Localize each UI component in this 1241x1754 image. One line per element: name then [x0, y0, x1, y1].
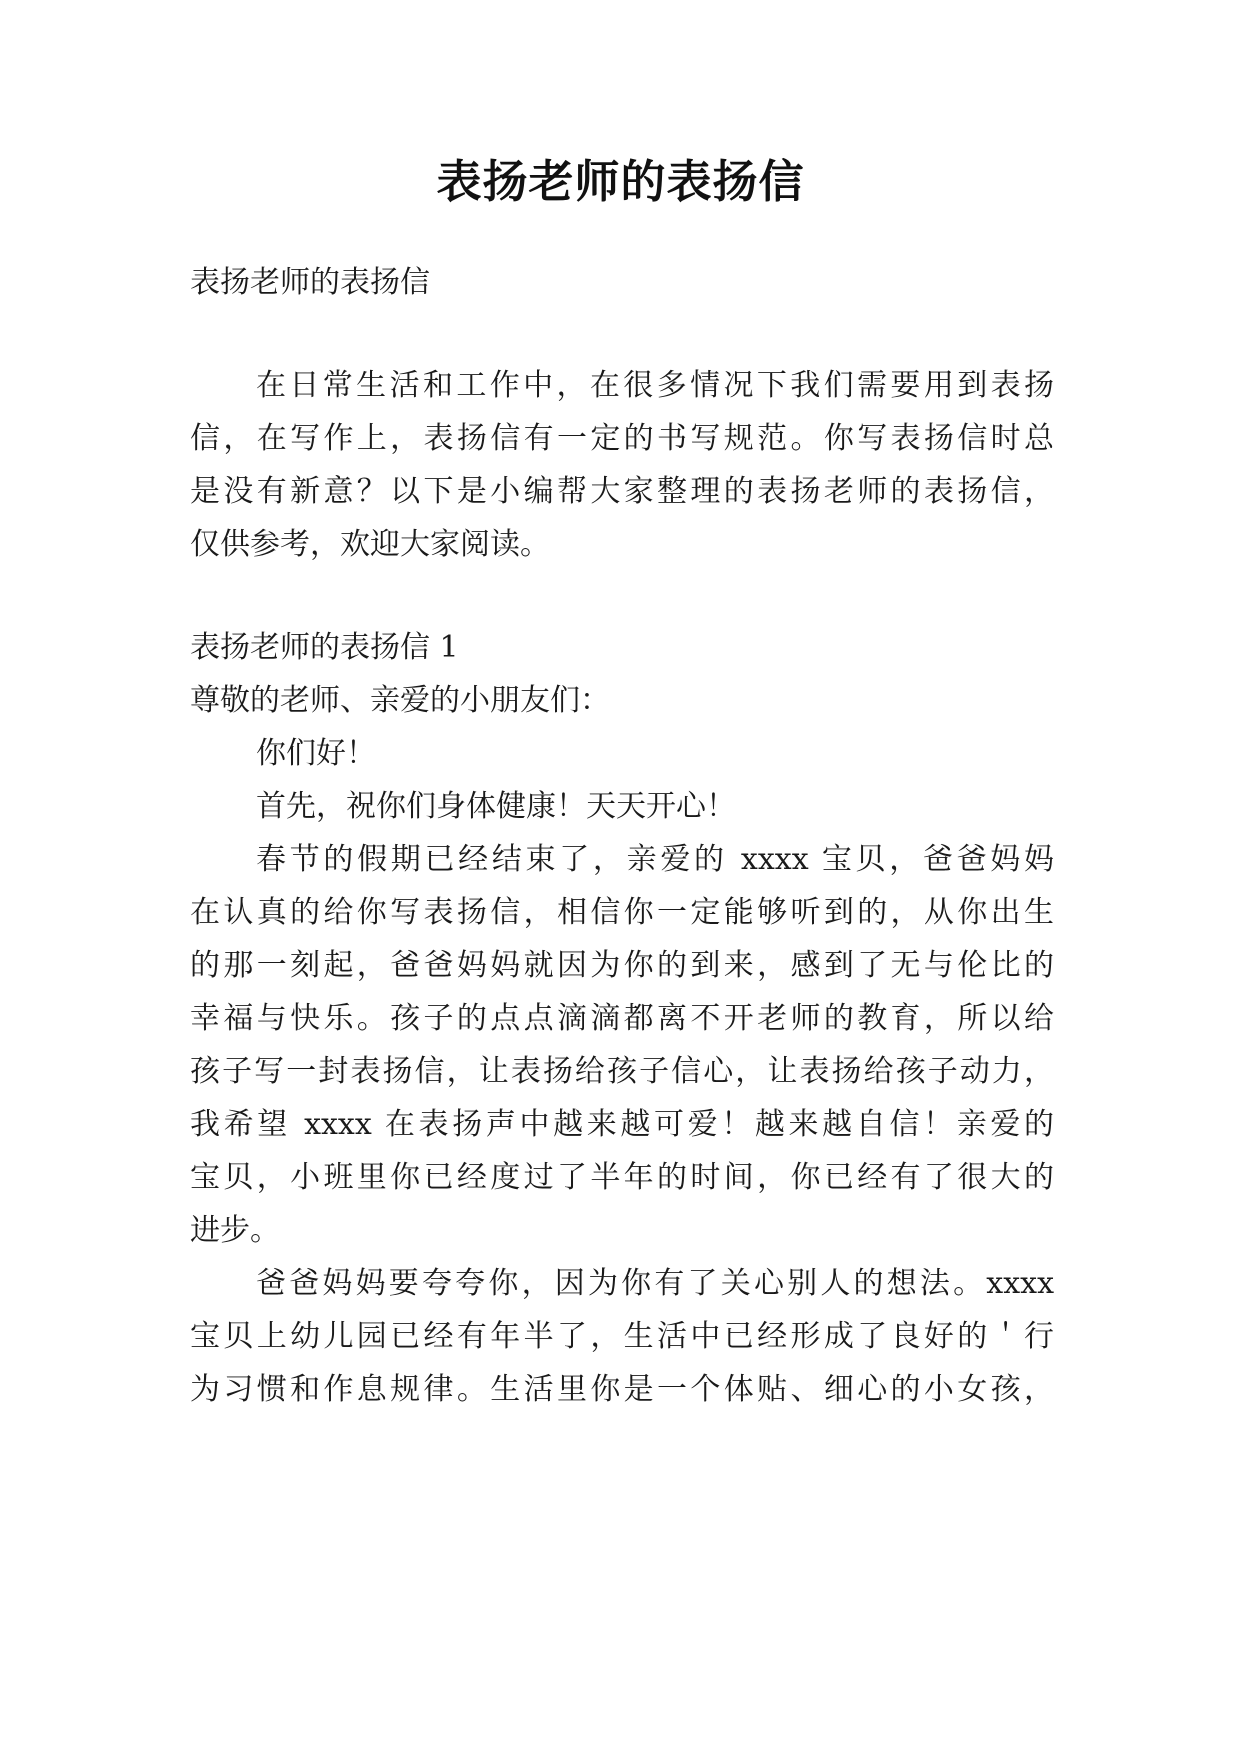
para1-line-7: 宝贝，小班里你已经度过了半年的时间，你已经有了很大的 — [190, 1160, 1054, 1195]
para2-line-3: 为习惯和作息规律。生活里你是一个体贴、细心的小女孩， — [190, 1372, 1054, 1407]
para1-line-2: 在认真的给你写表扬信，相信你一定能够听到的，从你出生 — [190, 895, 1054, 930]
para2-line-1: 爸爸妈妈要夸夸你，因为你有了关心别人的想法。xxxx — [256, 1266, 1054, 1301]
letter-wish: 首先，祝你们身体健康！天天开心！ — [256, 789, 736, 824]
intro-line-2: 信，在写作上，表扬信有一定的书写规范。你写表扬信时总 — [190, 421, 1054, 456]
letter-salutation: 尊敬的老师、亲爱的小朋友们： — [190, 683, 610, 718]
para1-line-6: 我希望 xxxx 在表扬声中越来越可爱！越来越自信！亲爱的 — [190, 1107, 1054, 1142]
document-title: 表扬老师的表扬信 — [436, 155, 805, 208]
intro-line-1: 在日常生活和工作中，在很多情况下我们需要用到表扬 — [256, 368, 1054, 403]
letter-greeting: 你们好！ — [256, 736, 376, 771]
intro-line-3: 是没有新意？以下是小编帮大家整理的表扬老师的表扬信， — [190, 474, 1054, 509]
para1-line-5: 孩子写一封表扬信，让表扬给孩子信心，让表扬给孩子动力， — [190, 1054, 1054, 1089]
para2-line-2: 宝贝上幼儿园已经有年半了，生活中已经形成了良好的＇行 — [190, 1319, 1054, 1354]
para1-line-1: 春节的假期已经结束了，亲爱的 xxxx 宝贝，爸爸妈妈 — [256, 842, 1054, 877]
document-subtitle: 表扬老师的表扬信 — [190, 265, 430, 300]
letter-heading: 表扬老师的表扬信 1 — [190, 630, 459, 665]
para1-line-4: 幸福与快乐。孩子的点点滴滴都离不开老师的教育，所以给 — [190, 1001, 1054, 1036]
intro-line-4: 仅供参考，欢迎大家阅读。 — [190, 527, 550, 562]
para1-line-3: 的那一刻起，爸爸妈妈就因为你的到来，感到了无与伦比的 — [190, 948, 1054, 983]
para1-line-8: 进步。 — [190, 1213, 280, 1248]
